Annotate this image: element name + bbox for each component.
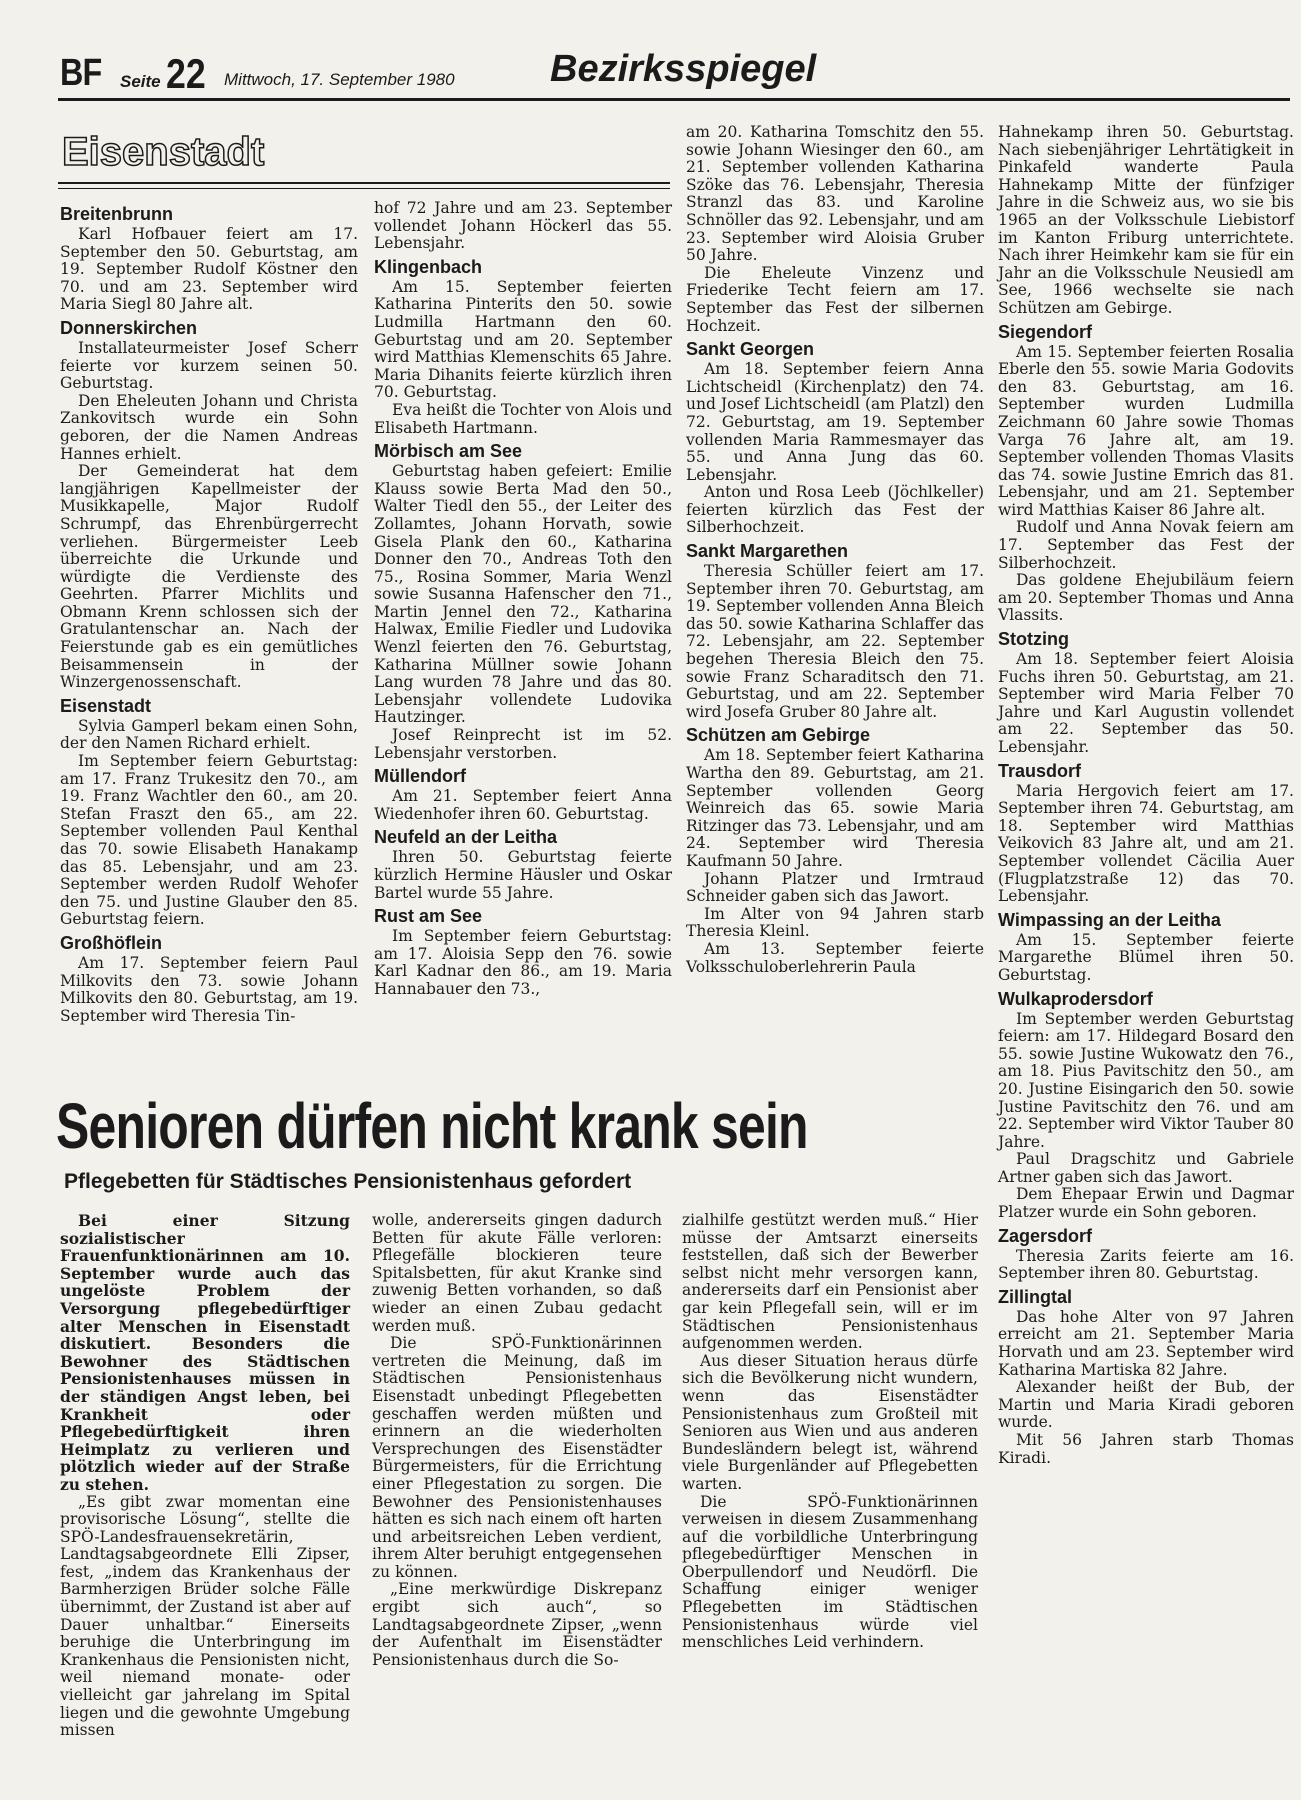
paragraph: Theresia Zarits feierte am 16. September ihren 80. Geburtstag. [998,1246,1294,1283]
news-column-1 [60,200,358,1025]
paragraph: Am 18. September feiern Anna Lichtscheidl (Kirchenplatz) den 74. und Josef Lichtscheidl (am Platzl) den 72. Geburtstag, am 19. September vollenden Maria Rammesmayer das 55. und Anna Jung das 60. Lebensjahr. [686,360,984,484]
place-heading: Wimpassing an der Leitha [998,909,1221,930]
news-column-3 [686,124,984,976]
continued-paragraph: wolle, andererseits gingen dadurch Betten für akute Fälle verloren: Pflegefälle blockieren teure Spitalsbetten, für akut Kranke sind zuwenig Betten vorhanden, so daß wieder an einen Zubau gedacht werden muß. [372,1211,662,1335]
paragraph: Theresia Schüller feiert am 17. September ihren 70. Geburtstag, am 19. September vollenden Anna Bleich das 50. sowie Katharina Schlaffer das 72. Lebensjahr, am 22. September begehen Theresia Bleich den 75. sowie Franz Scharaditsch den 71. Geburtstag, und am 22. September wird Josefa Gruber 80 Jahre alt. [686,562,984,721]
paragraph: Das hohe Alter von 97 Jahren erreicht am 21. September Maria Horvath und am 23. September wird Katharina Martiska 82 Jahre. [998,1307,1294,1379]
paragraph: Am 15. September feierten Katharina Pinterits den 50. sowie Ludmilla Hartmann den 60. Geburtstag und am 20. September wird Matthias Klemenschits 65 Jahre. Maria Dihanits feierte kürzlich ihren 70. Geburtstag. [374,277,672,402]
place-heading: Klingenbach [374,256,483,277]
page-label: Seite [120,72,161,91]
banner-rule [58,188,670,189]
continued-paragraph: hof 72 Jahre und am 23. September vollendet Johann Höckerl das 55. Lebensjahr. [374,199,672,253]
district-banner [62,130,312,180]
paragraph: Dem Ehepaar Erwin und Dagmar Platzer wurde ein Sohn geboren. [998,1185,1294,1222]
paragraph: Im Alter von 94 Jahren starb Theresia Kleinl. [686,904,984,941]
news-column-2 [374,200,672,999]
paragraph: Im September werden Geburtstag feiern: am 17. Hildegard Bosard den 55. sowie Justine Wukowatz den 76., am 18. Pius Pavitschitz den 50., am 20. Justine Eisingarich den 50. sowie Justine Pavitschitz den 76. und am 22. September wird Viktor Tauber 80 Jahre. [998,1009,1294,1151]
paragraph: Johann Platzer und Irmtraud Schneider gaben sich das Jawort. [686,869,984,906]
paragraph: Mit 56 Jahren starb Thomas Kiradi. [998,1431,1294,1467]
place-heading: Mörbisch am See [374,441,523,462]
paragraph: „Es gibt zwar momentan eine provisorische Lösung“, stellte die SPÖ-Landesfrauensekretärin, Landtagsabgeordnete Elli Zipser, fest, „indem das Krankenhaus der Barmherzigen Brüder solche Fälle übernimmt, der Zustand ist aber auf Dauer unhaltbar.“ Einerseits beruhige die Unterbringung im Krankenhaus die Pensionisten nicht, weil niemand monate- oder vielleicht gar jahrelang im Spital liegen und die gewohnte Umgebung missen [60,1492,350,1740]
place-heading: Rust am See [374,906,483,927]
news-column-4 [998,124,1294,1467]
place-heading: Sankt Georgen [686,339,815,360]
paragraph: Ihren 50. Geburtstag feierte kürzlich Hermine Häusler und Oskar Bartel wurde 55 Jahre. [374,848,672,902]
paragraph: Am 18. September feiert Katharina Wartha den 89. Geburtstag, am 21. September vollenden Georg Weinreich das 65. sowie Maria Ritzinger das 73. Lebensjahr, und am 24. September wird Theresia Kaufmann 50 Jahre. [686,746,984,870]
paragraph: Rudolf und Anna Novak feiern am 17. September das Fest der Silberhochzeit. [998,518,1294,572]
paragraph: Der Gemeinderat hat dem langjährigen Kapellmeister der Musikkapelle, Major Rudolf Schrumpf, das Ehrenbürgerrecht verliehen. Bürgermeister Leeb überreichte die Urkunde und würdigte die Verdienste des Geehrten. Pfarrer Michlits und Obmann Krenn schlossen sich der Gratulantenschar an. Nach der Feierstunde gab es ein gemütliches Beisammensein in der Winzergenossenschaft. [60,462,358,692]
place-heading: Zagersdorf [998,1225,1093,1246]
paragraph: Installateurmeister Josef Scherr feierte vor kurzem seinen 50. Geburtstag. [60,338,358,393]
place-heading: Stotzing [998,629,1069,650]
article-subheadline: Pflegebetten für Städtisches Pensionistenhaus gefordert [64,1170,632,1193]
place-heading: Siegendorf [998,321,1093,342]
issue-date: Mittwoch, 17. September 1980 [224,70,455,89]
header-rule [58,98,1290,101]
paragraph: Aus dieser Situation heraus dürfe sich die Bevölkerung nicht wundern, wenn das Eisenstädter Pensionistenhaus zum Großteil mit Senioren aus Wien und aus anderen Bundesländern belegt ist, während viele Burgenländer auf Pflegebetten warten. [682,1351,978,1493]
paragraph: Die Eheleute Vinzenz und Friederike Techt feiern am 17. September das Fest der silbernen Hochzeit. [686,263,984,335]
paragraph: Den Eheleuten Johann und Christa Zankovitsch wurde ein Sohn geboren, der die Namen Andreas Hannes erhielt. [60,391,358,463]
place-heading: Wulkaprodersdorf [998,988,1153,1009]
paragraph: Maria Hergovich feiert am 17. September ihren 74. Geburtstag, am 18. September wird Matthias Veikovich 83 Jahre alt, und am 21. September vollendet Cäcilia Auer (Flugplatzstraße 12) das 70. Lebensjahr. [998,781,1294,906]
paragraph: Im September feiern Geburtstag: am 17. Aloisia Sepp den 76. sowie Karl Kadnar den 86., am 19. Maria Hannabauer den 73., [374,927,672,998]
paragraph: Die SPÖ-Funktionärinnen vertreten die Meinung, daß im Städtischen Pensionistenhaus Eisenstadt unbedingt Pflegebetten geschaffen werden müßten und erinnern an die wiederholten Versprechungen des Eisenstädter Bürgermeisters, für die Errichtung einer Pflegestation zu sorgen. Die Bewohner des Pensionistenhauses hätten es sich nach einem oft harten und arbeitsreichen Leben verdient, ihrem Alter beruhigt entgegensehen zu können. [372,1334,662,1581]
paragraph: Am 18. September feiert Aloisia Fuchs ihren 50. Geburtstag, am 21. September wird Maria Felber 70 Jahre und Karl Augustin vollendet am 22. September das 50. Lebensjahr. [998,650,1294,756]
paragraph: Das goldene Ehejubiläum feiern am 20. September Thomas und Anna Vlassits. [998,571,1294,625]
place-heading: Breitenbrunn [60,204,174,224]
section-title: Bezirksspiegel [550,48,817,90]
article-column-1 [60,1212,350,1740]
district-title: Eisenstadt [62,130,265,174]
paragraph: Paul Dragschitz und Gabriele Artner gaben sich das Jawort. [998,1150,1294,1186]
paragraph: Anton und Rosa Leeb (Jöchlkeller) feierten kürzlich das Fest der Silberhochzeit. [686,483,984,537]
paragraph: Am 21. September feiert Anna Wiedenhofer ihren 60. Geburtstag. [374,787,672,823]
paragraph: Eva heißt die Tochter von Alois und Elisabeth Hartmann. [374,400,672,437]
page-number: 22 [166,50,206,97]
place-heading: Großhöflein [60,932,162,953]
paragraph: Josef Reinprecht ist im 52. Lebensjahr verstorben. [374,726,672,762]
continued-paragraph: Hahnekamp ihren 50. Geburtstag. Nach siebenjähriger Lehrtätigkeit in Pinkafeld wanderte Paula Hahnekamp Mitte der fünfziger Jahre in die Schweiz aus, wo sie bis 1965 an der Volksschule Liebistorf im Kanton Friburg unterrichtete. Nach ihrer Heimkehr kam sie für ein Jahr an die Volksschule Neusiedl am See, 1966 wechselte sie nach Schützen am Gebirge. [998,123,1294,317]
paragraph: Karl Hofbauer feiert am 17. September den 50. Geburtstag, am 19. September Rudolf Köstner den 70. und am 23. September wird Maria Siegl 80 Jahre alt. [60,225,358,314]
paragraph: Alexander heißt der Bub, der Martin und Maria Kiradi geboren wurde. [998,1378,1294,1432]
place-heading: Sankt Margarethen [686,541,849,562]
paragraph: Am 13. September feierte Volksschuloberlehrerin Paula [686,939,984,976]
place-heading: Trausdorf [998,760,1082,781]
paragraph: Am 15. September feierten Rosalia Eberle den 55. sowie Maria Godovits den 83. Geburtstag, am 16. September wurden Ludmilla Zeichmann 60 Jahre sowie Thomas Varga 76 Jahre alt, am 19. September vollenden Thomas Vlasits das 74. sowie Justine Emrich das 81. Lebensjahr, und am 21. September wird Matthias Kaiser 86 Jahre alt. [998,342,1294,519]
place-heading: Eisenstadt [60,695,152,716]
lead-paragraph: Bei einer Sitzung sozialistischer Frauenfunktionärinnen am 10. September wurde auch das ungelöste Problem der Versorgung pflegebedürftiger alter Menschen in Eisenstadt diskutiert. Besonders die Bewohner des Städtischen Pensionistenhauses müssen in der ständigen Angst leben, bei Krankheit oder Pflegebedürftigkeit ihren Heimplatz zu verlieren und plötzlich wieder auf der Straße zu stehen. [60,1211,350,1494]
article-column-3 [682,1212,978,1652]
article-column-2 [372,1212,662,1669]
place-heading: Müllendorf [374,766,466,787]
place-heading: Neufeld an der Leitha [374,827,558,848]
continued-paragraph: am 20. Katharina Tomschitz den 55. sowie Johann Wiesinger den 60., am 21. September vollenden Katharina Szöke das 76. Lebensjahr, Theresia Stranzl das 83. und Karoline Schnöller das 92. Lebensjahr, und am 23. September wird Aloisia Gruber 50 Jahre. [686,123,984,265]
banner-rule [58,182,670,184]
place-heading: Zillingtal [998,1286,1072,1307]
masthead [58,48,1290,98]
paragraph: Am 17. September feiern Paul Milkovits den 73. sowie Johann Milkovits den 80. Geburtstag, am 19. September wird Theresia Tin- [60,953,358,1025]
paragraph: Am 15. September feierte Margarethe Blümel ihren 50. Geburtstag. [998,930,1294,984]
paragraph: „Eine merkwürdige Diskrepanz ergibt sich auch“, so Landtagsabgeordnete Zipser, „wenn der Aufenthalt im Eisenstädter Pensionistenhaus durch die So- [372,1580,662,1669]
article-headline: Senioren dürfen nicht krank sein [56,1090,808,1162]
paragraph: Im September feiern Geburtstag: am 17. Franz Trukesitz den 70., am 19. Franz Wachtler den 60., am 20. Stefan Fraszt den 65., am 22. September vollenden Paul Kenthal das 70. sowie Elisabeth Hanakamp das 85. Lebensjahr, und am 23. September werden Rudolf Wehofer den 75. und Justine Glauber den 85. Geburtstag feiern. [60,752,358,929]
paragraph: Sylvia Gamperl bekam einen Sohn, der den Namen Richard erhielt. [60,716,358,753]
paragraph: Die SPÖ-Funktionärinnen verweisen in diesem Zusammenhang auf die vorbildliche Unterbringung pflegebedürftiger Menschen in Oberpullendorf und Neudörfl. Die Schaffung einiger weniger Pflegebetten im Städtischen Pensionistenhaus würde viel menschliches Leid verhindern. [682,1492,978,1652]
newspaper-logo: BF [60,52,102,94]
paragraph: Geburtstag haben gefeiert: Emilie Klauss sowie Berta Mad den 50., Walter Tiedl den 55., der Leiter des Zollamtes, Johann Horvath, sowie Gisela Plank den 60., Katharina Donner den 70., Andreas Toth den 75., Rosina Sommer, Maria Wenzl sowie Susanna Hafenscher den 71., Martin Jennel den 72., Katharina Halwax, Emilie Fiedler und Ludovika Wenzl feierten den 76. Geburtstag, Katharina Müllner sowie Johann Lang wurden 78 Jahre und das 80. Lebensjahr vollendete Ludovika Hautzinger. [374,462,672,727]
continued-paragraph: zialhilfe gestützt werden muß.“ Hier müsse der Amtsarzt einerseits feststellen, daß sich der Bewerber selbst nicht mehr versorgen kann, andererseits darf ein Pensionist aber gar kein Pflegefall sein, will er im Städtischen Pensionistenhaus aufgenommen werden. [682,1211,978,1353]
place-heading: Donnerskirchen [60,317,198,338]
place-heading: Schützen am Gebirge [686,725,871,746]
